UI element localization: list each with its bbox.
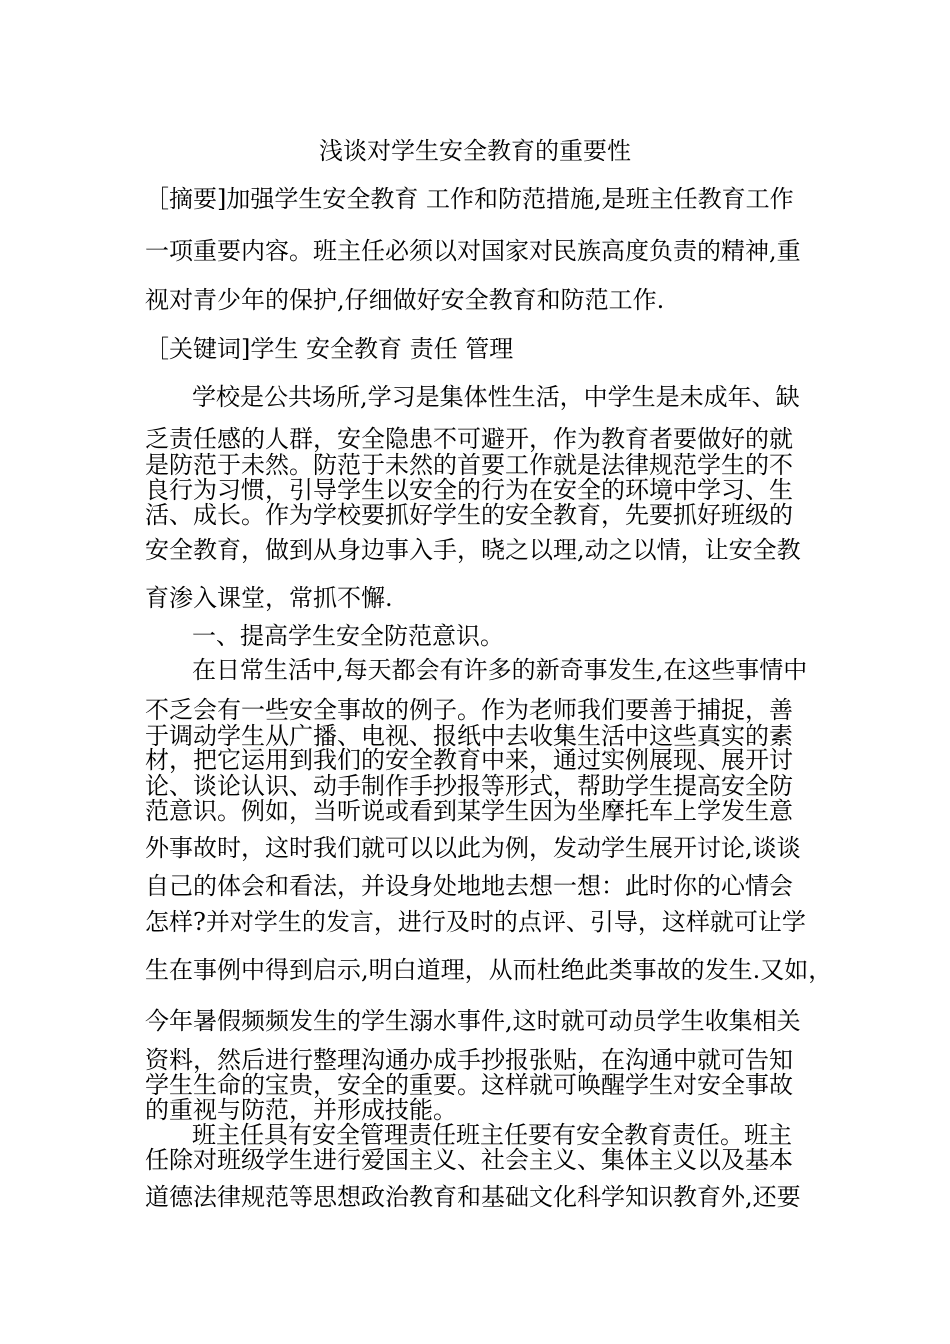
section-heading: 一、提高学生安全防范意识。	[192, 622, 504, 650]
body-line: 育渗入课堂，常抓不懈.	[145, 584, 393, 612]
body-line: 外事故时，这时我们就可以以此为例，发动学生展开讨论,谈谈	[145, 834, 801, 862]
body-line: 自己的体会和看法，并设身处地地去想一想：此时你的心情会	[145, 872, 793, 900]
abstract-line: 视对青少年的保护,仔细做好安全教育和防范工作.	[145, 286, 665, 314]
body-line: 活、成长。作为学校要抓好学生的安全教育，先要抓好班级的	[145, 501, 793, 529]
body-line: 班主任具有安全管理责任班主任要有安全教育责任。班主	[192, 1121, 792, 1149]
body-line: 学生生命的宝贵，安全的重要。这样就可唤醒学生对安全事故	[145, 1071, 793, 1099]
body-line: 范意识。例如，当听说或看到某学生因为坐摩托车上学发生意	[145, 797, 793, 825]
body-line: 不乏会有一些安全事故的例子。作为老师我们要善于捕捉，善	[145, 696, 793, 724]
body-line: 论、谈论认识、动手制作手抄报等形式，帮助学生提高安全防	[145, 772, 793, 800]
body-line: 怎样?并对学生的发言，进行及时的点评、引导，这样就可让学	[145, 908, 806, 936]
document-title: 浅谈对学生安全教育的重要性	[319, 137, 631, 165]
body-line: 的重视与防范，并形成技能。	[145, 1096, 457, 1124]
body-line: 材，把它运用到我们的安全教育中来，通过实例展现、展开讨	[145, 746, 793, 774]
abstract-line: 一项重要内容。班主任必须以对国家对民族高度负责的精神,重	[145, 237, 801, 265]
body-line: 资料，然后进行整理沟通办成手抄报张贴，在沟通中就可告知	[145, 1046, 793, 1074]
body-line: 安全教育，做到从身边事入手，晓之以理,动之以情，让安全教	[145, 536, 801, 564]
body-line: 在日常生活中,每天都会有许多的新奇事发生,在这些事情中	[192, 656, 808, 684]
body-line: 学校是公共场所,学习是集体性生活，中学生是未成年、缺	[192, 383, 800, 411]
body-line: 道德法律规范等思想政治教育和基础文化科学知识教育外,还要	[145, 1183, 801, 1211]
keywords-line: ［关键词]学生 安全教育 责任 管理	[145, 335, 514, 363]
body-line: 生在事例中得到启示,明白道理，从而杜绝此类事故的发生.又如，	[145, 956, 833, 984]
body-line: 任除对班级学生进行爱国主义、社会主义、集体主义以及基本	[145, 1146, 793, 1174]
body-line: 是防范于未然。防范于未然的首要工作就是法律规范学生的不	[145, 451, 793, 479]
body-line: 今年暑假频频发生的学生溺水事件,这时就可动员学生收集相关	[145, 1007, 801, 1035]
body-line: 于调动学生从广播、电视、报纸中去收集生活中这些真实的素	[145, 722, 793, 750]
body-line: 良行为习惯，引导学生以安全的行为在安全的环境中学习、生	[145, 476, 793, 504]
body-line: 乏责任感的人群，安全隐患不可避开，作为教育者要做好的就	[145, 425, 793, 453]
abstract-line: ［摘要]加强学生安全教育 工作和防范措施,是班主任教育工作	[145, 185, 794, 213]
